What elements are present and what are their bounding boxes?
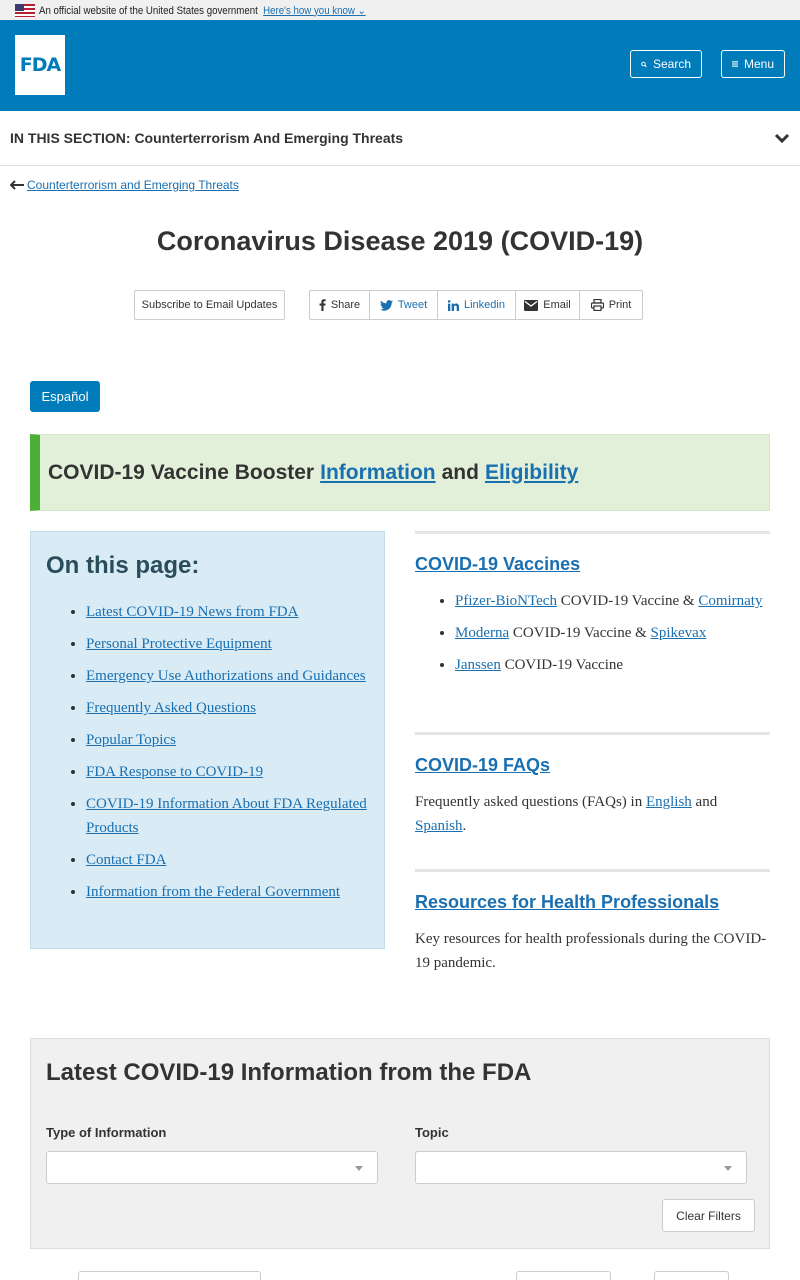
vaccines-section [415, 531, 770, 685]
on-this-page-link[interactable]: Emergency Use Authorizations and Guidances [86, 668, 366, 684]
list-item [86, 792, 369, 840]
list-item [455, 589, 770, 613]
janssen-link[interactable]: Janssen [455, 657, 501, 673]
page-size-select[interactable] [654, 1271, 729, 1280]
resources-text: Key resources for health professionals during the COVID-19 pandemic. [415, 931, 767, 971]
faqs-english-link[interactable]: English [645, 794, 692, 810]
arrow-left-icon [10, 180, 24, 190]
list-item [455, 653, 770, 677]
heres-how-you-know-link[interactable]: Here's how you know ⌄ [263, 4, 366, 17]
printer-icon [591, 299, 604, 311]
gov-banner-label: An official website of the United States government [39, 4, 258, 17]
vaccine-text: COVID-19 Vaccine & [556, 593, 699, 609]
share-toolbar [309, 290, 643, 320]
linkedin-share-button[interactable]: Linkedin [438, 291, 516, 319]
list-item [455, 621, 770, 645]
latest-info-title: Latest COVID-19 Information from the FDA [46, 1059, 532, 1086]
vaccines-list [415, 589, 770, 677]
type-of-information-select[interactable] [46, 1151, 378, 1184]
list-item [86, 632, 369, 656]
twitter-icon [380, 300, 393, 311]
resources-heading-link[interactable]: Resources for Health Professionals [415, 892, 720, 912]
list-item [86, 664, 369, 688]
on-this-page-link[interactable]: Information from the Federal Government [86, 884, 341, 900]
espanol-button[interactable]: Español [30, 381, 100, 412]
list-item [86, 600, 369, 624]
spikevax-link[interactable]: Spikevax [650, 625, 707, 641]
pfizer-link[interactable]: Pfizer-BioNTech [455, 593, 557, 609]
results-filter-select[interactable] [516, 1271, 611, 1280]
chevron-down-icon [774, 130, 790, 146]
caret-down-icon [355, 1166, 363, 1171]
page-title: Coronavirus Disease 2019 (COVID-19) [156, 226, 644, 256]
topic-filter-label: Topic [415, 1125, 449, 1140]
menu-button[interactable]: Menu [721, 50, 785, 78]
moderna-link[interactable]: Moderna [455, 625, 510, 641]
vaccines-heading-link[interactable]: COVID-19 Vaccines [415, 554, 581, 574]
faqs-heading-link[interactable]: COVID-19 FAQs [415, 755, 551, 775]
vaccine-text: COVID-19 Vaccine [500, 657, 624, 673]
section-nav-toggle[interactable] [0, 111, 800, 166]
search-results-input[interactable] [78, 1271, 261, 1280]
list-item [86, 728, 369, 752]
topic-select[interactable] [415, 1151, 747, 1184]
site-header [0, 20, 800, 111]
list-item [86, 696, 369, 720]
hamburger-icon [732, 59, 738, 69]
search-button[interactable]: Search [630, 50, 702, 78]
latest-info-panel [30, 1038, 770, 1249]
booster-and-text: and [441, 460, 479, 484]
booster-eligibility-link[interactable]: Eligibility [484, 460, 579, 484]
us-flag-icon [15, 4, 35, 17]
list-item [86, 760, 369, 784]
breadcrumb-link[interactable]: Counterterrorism and Emerging Threats [27, 178, 239, 192]
chevron-down-icon: ⌄ [357, 4, 366, 17]
gov-banner-text [39, 4, 366, 17]
faqs-section [415, 732, 770, 838]
booster-text: COVID-19 Vaccine Booster [48, 460, 315, 484]
on-this-page-link[interactable]: FDA Response to COVID-19 [86, 764, 264, 780]
facebook-icon [319, 299, 326, 311]
type-filter-label: Type of Information [46, 1125, 167, 1140]
booster-alert [30, 434, 770, 511]
list-item [86, 880, 369, 904]
on-this-page-title: On this page: [46, 552, 200, 579]
on-this-page-link[interactable]: Personal Protective Equipment [86, 636, 272, 652]
comirnaty-link[interactable]: Comirnaty [698, 593, 763, 609]
caret-down-icon [724, 1166, 732, 1171]
email-share-button[interactable]: Email [516, 291, 580, 319]
section-nav-label: IN THIS SECTION: Counterterrorism And Emerging Threats [10, 130, 404, 146]
subscribe-email-button[interactable]: Subscribe to Email Updates [134, 290, 285, 320]
search-icon [641, 59, 647, 70]
resources-section [415, 869, 770, 975]
faqs-spanish-link[interactable]: Spanish [415, 818, 463, 834]
list-item [86, 848, 369, 872]
on-this-page-box [30, 531, 385, 949]
facebook-share-button[interactable]: Share [310, 291, 370, 319]
fda-logo[interactable]: FDA [15, 35, 65, 95]
breadcrumb [10, 178, 239, 192]
on-this-page-link[interactable]: Latest COVID-19 News from FDA [86, 604, 299, 620]
on-this-page-list [46, 600, 369, 904]
twitter-share-button[interactable]: Tweet [370, 291, 438, 319]
on-this-page-link[interactable]: Frequently Asked Questions [86, 700, 256, 716]
clear-filters-button[interactable]: Clear Filters [662, 1199, 755, 1232]
on-this-page-link[interactable]: Contact FDA [86, 852, 167, 868]
on-this-page-link[interactable]: Popular Topics [86, 732, 176, 748]
vaccine-text: COVID-19 Vaccine & [509, 625, 651, 641]
gov-banner [0, 0, 800, 20]
faqs-text: Frequently asked questions (FAQs) in English and Spanish. [415, 794, 718, 834]
booster-information-link[interactable]: Information [320, 460, 436, 484]
linkedin-icon [448, 300, 459, 311]
print-button[interactable]: Print [580, 291, 642, 319]
on-this-page-link[interactable]: COVID-19 Information About FDA Regulated Products [86, 796, 367, 836]
envelope-icon [524, 300, 538, 311]
